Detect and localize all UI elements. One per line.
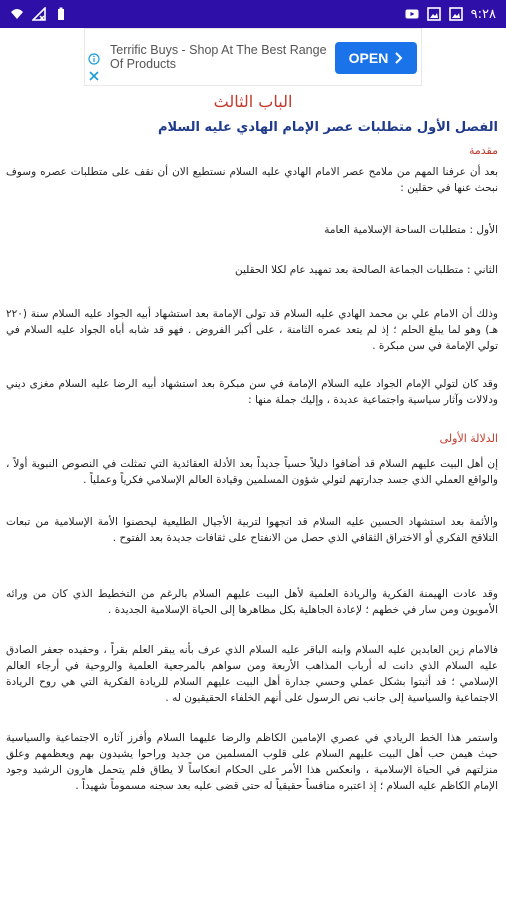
paragraph-7: والأئمة بعد استشهاد الحسين عليه السلام قد اتجهوا لتربية الأجيال الطليعية ليحصنوا الأمة الإسلامية من تبعات التلاقح الفكري أو الاختراق الثقافي الذي حصل من الانفتاح على ثقافات جديدة بعد الفتوح .: [6, 516, 498, 544]
wifi-icon: [10, 7, 24, 21]
status-right-group: [405, 7, 496, 22]
status-left-group: [10, 7, 68, 21]
status-bar: [0, 0, 506, 28]
paragraph-3: الثاني : متطلبات الجماعة الصالحة بعد تمهيد عام لكلا الحقلين: [234, 264, 498, 276]
paragraph-1: بعد أن عرفنا المهم من ملامح عصر الامام الهادي عليه السلام نستطيع الان أن نقف على متطلبات عصره وسوف نبحث عنها في حقلين :: [6, 166, 498, 194]
ad-open-button[interactable]: [335, 42, 417, 74]
paragraph-9: فالامام زين العابدين عليه السلام وابنه الباقر عليه السلام الذي عرف بأنه يبقر العلم بقراً ، وحفيده جعفر الصادق عليه السلام الذي دانت له أرباب المذاهب الأربعة ومن سواهم بالمرجعية العلمية والروحية في أرجاء العالم الإسلامي ؛ قد أثبتوا بشكل عملي وحسي جدارة أهل البيت عليهم السلام للريادة الفكرية التي هي روح الريادة الاجتماعية والسياسية إلى جانب نص الرسول على أنهم الخلفاء الحقيقيون له .: [6, 644, 498, 704]
chevron-right-icon: [394, 52, 403, 64]
subhead-first-indication: الدلالة الأولى: [439, 432, 498, 445]
paragraph-6: إن أهل البيت عليهم السلام قد أضافوا دليلاً حسياً جديداً بعد الأدلة العقائدية التي تمثلت في النصوص النبوية أولاً ، والواقع العملي الذي جسد جدارتهم لتولي شؤون المسلمين وقيادة العالم الإسلامي فكرياً وعملياً .: [6, 458, 498, 486]
ad-banner[interactable]: [84, 28, 422, 86]
document-content[interactable]: [0, 86, 506, 900]
youtube-icon: [405, 7, 419, 21]
paragraph-8: وقد عادت الهيمنة الفكرية والريادة العلمية لأهل البيت عليهم السلام بالرغم من التخطيط الذي كان من ورائه الأمويون ومن سار في خطهم ؛ لإعادة الجاهلية بكل مظاهرها إلى الحياة الإسلامية الجديدة .: [6, 588, 498, 616]
gallery-icon-2: [449, 7, 463, 21]
ad-close-icon[interactable]: [88, 70, 100, 82]
signal-muted-icon: [32, 7, 46, 21]
gallery-icon: [427, 7, 441, 21]
ad-text[interactable]: Terrific Buys - Shop At The Best Range Of Products: [110, 43, 327, 71]
battery-icon: [54, 7, 68, 21]
paragraph-5: وقد كان لتولي الإمام الجواد عليه السلام الإمامة في سن مبكرة بعد استشهاد أبيه الرضا عليه السلام مغزى ديني ودلالات وآثار سياسية واجتماعية عديدة ، وإليك جملة منها :: [6, 378, 498, 406]
section-title: الفصل الأول متطلبات عصر الإمام الهادي عليه السلام: [158, 120, 498, 135]
chapter-title: الباب الثالث: [213, 92, 293, 111]
paragraph-10: واستمر هذا الخط الريادي في عصري الإمامين الكاظم والرضا عليهما السلام وأفرز آثاره الاجتماعية والسياسية حيث هيمن حب أهل البيت عليهم السلام على قلوب المسلمين من جديد وراحوا يشيدون بهم ويعظمهم وعلق منزلتهم في الحياة الإسلامية ، وانعكس هذا الأمر على الحكام انعكاساً لا يطاق فلم يتحمل هارون الرشيد وجود الإمام الكاظم عليه السلام ؛ إذ اعتبره منافساً حقيقياً له حتى قضى عليه بعد سجنه مسموماً شهيداً .: [6, 732, 498, 792]
ad-open-label: OPEN: [348, 50, 389, 66]
paragraph-2: الأول : متطلبات الساحة الإسلامية العامة: [324, 224, 498, 236]
intro-label: مقدمة: [468, 144, 498, 157]
ad-info-icon[interactable]: [88, 53, 100, 65]
paragraph-4: وذلك أن الامام علي بن محمد الهادي عليه السلام قد تولى الإمامة بعد استشهاد أبيه الجواد عليه السلام سنة (٢٢٠ هـ) وهو لما يبلغ الحلم ؛ إذ لم يتعد عمره الثامنة ، على أكبر الفروض . فهو قد شابه أباه الجواد عليه السلام في تولي الإمامة في سن مبكرة .: [6, 308, 498, 352]
status-time: ٩:٢٨: [470, 6, 496, 22]
